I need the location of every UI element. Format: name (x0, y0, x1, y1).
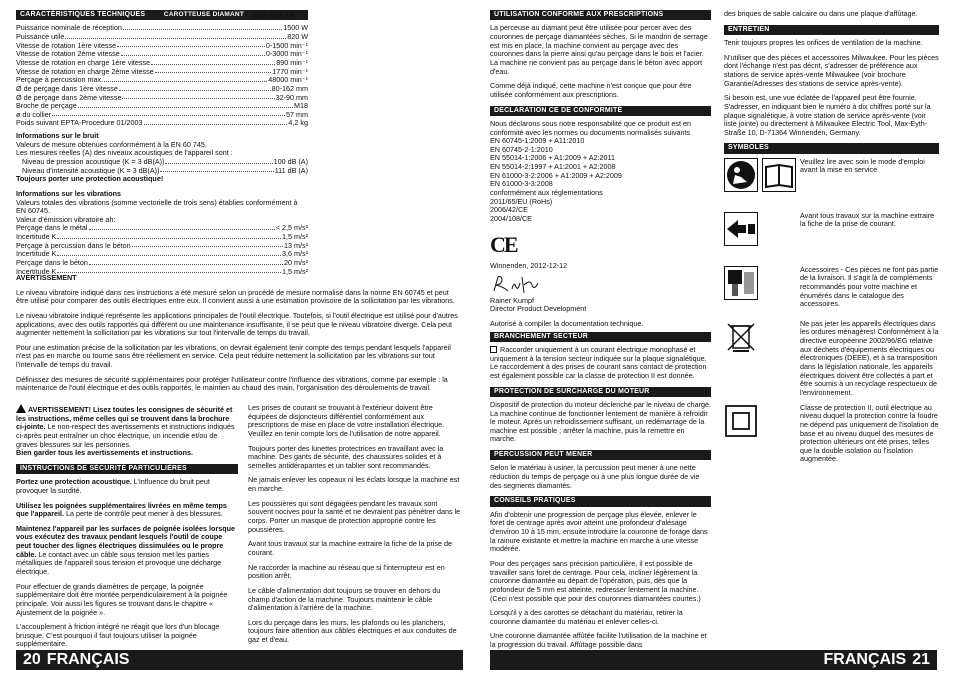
vibration-row-leader (89, 224, 275, 230)
safety-item (16, 623, 238, 649)
maintenance-para: N'utiliser que des pièces et accessoires Milwaukee. Pour les pièces dont l'échange n'est pas décrit, s'adresser de préférence aux stations de service après-vente Milwaukee (voir brochure Garantie/Adresses des stations de service après-vente). (724, 52, 939, 88)
spec-row (16, 94, 308, 103)
vibration-row-label: Incertitude K (16, 233, 57, 242)
symbol-text: Avant tous travaux sur la machine extraire la fiche de la prise de courant. (800, 210, 935, 229)
vibration-row (16, 250, 308, 259)
model-number: DD2-160 XE (252, 11, 295, 20)
spec-row (16, 102, 308, 111)
vibration-section (16, 190, 308, 276)
vibration-line1: Valeurs totales des vibrations (somme vectorielle de trois sens) établies conformément à EN 60745. (16, 197, 298, 216)
avertissement-para: Définissez des mesures de sécurité supplémentaires pour protéger l'utilisateur contre l'influence des vibrations, comme par exemple : la maintenance de l'outil électrique et des outils rapportés, le maintien au chaud des main, l'organisation des déroulements de travail. (16, 374, 448, 393)
symbol-row (724, 404, 939, 464)
symbols-list (724, 158, 939, 464)
usage-para: Comme déjà indiqué, cette machine n'est conçue que pour être utilisée conformément aux prescriptions. (490, 81, 692, 99)
warning-bold2: Bien garder tous les avertissements et instructions. (16, 448, 193, 458)
spec-row-value: 1770 min⁻¹ (272, 67, 308, 76)
symbol-row (724, 266, 939, 314)
vibration-row-leader (57, 268, 281, 274)
warning-bold1: AVERTISSEMENT! Lisez toutes les consignes de sécurité et les instructions, même celles qui se trouvent dans la brochure ci-jointe. (16, 405, 233, 432)
left-col-b-paras (248, 404, 463, 645)
spec-row-label: Puissance utile (16, 33, 65, 42)
noise-rows (16, 158, 308, 175)
spec-row-leader (121, 50, 265, 56)
spec-row-leader (119, 85, 271, 91)
warning-box (16, 404, 238, 458)
standard-item: 2006/42/CE (490, 205, 528, 215)
symbol-text: Veuillez lire avec soin le mode d'emploi avant la mise en service (800, 156, 925, 175)
spec-row-leader (104, 76, 267, 82)
spec-row-label: Vitesse de rotation 1ère vitesse (16, 41, 117, 50)
standards-list (490, 137, 711, 223)
usage-paras (490, 24, 711, 99)
safety-item (16, 525, 238, 577)
percussion-text: Selon le matériau à usiner, la percussion peut mener à une nette réduction du temps de perçage ou à une plus longue durée de vie des segments diamantés. (490, 463, 700, 490)
class-ii-icon (724, 404, 800, 452)
spec-row-label: Ø de perçage dans 1ère vitesse (16, 84, 118, 93)
spec-row-label: Broche de perçage (16, 102, 77, 111)
safety-para: Lors du perçage dans les murs, les plafonds ou les planchers, toujours faire attention aux câbles électriques et aux conduites de gaz et d'eau. (248, 617, 457, 645)
standard-item: conformément aux réglementations (490, 188, 603, 198)
safety-item-bold: Utilisez les poignées supplémentaires livrées en même temps que l'appareil. (16, 500, 227, 519)
spec-row-label: Vitesse de rotation en charge 2ème vitesse (16, 67, 154, 76)
spec-row-leader (117, 42, 265, 48)
conformity-intro: Nous déclarons sous notre responsabilité que ce produit est en conformité avec les normes ou documents normalisés suivants (490, 118, 691, 137)
footer-left (16, 650, 463, 670)
symbol-text: Classe de protection II, outil électrique au niveau duquel la protection contre la foudre ne dépend pas uniquement de l'isolation de base et au niveau duquel des mesures de protection ultérieurs ont été prises, telles que la double isolation ou l'isolation augmentée. (800, 402, 939, 464)
overload-header: PROTECTION DE SURCHARGE DU MOTEUR (490, 387, 711, 397)
noise-row-leader (160, 167, 273, 173)
safety-header: INSTRUCTIONS DE SÉCURITÉ PARTICULIÈRES (16, 464, 238, 474)
tips-para: Pour des perçages sans précision particulière, il est possible de travailler sans foret de centrage. Pour cela, incliner légèrement la couronne diamantée au départ de l'opération, puis, dès que la profondeur de 5 mm est atteinte, redresser lentement la machine. (Ceci n'est possible que pour des couronnes diamantées courtes.) (490, 559, 701, 603)
tech-specs-section (16, 10, 308, 276)
vibration-row-leader (57, 233, 281, 239)
ce-mark: CE (490, 231, 517, 257)
vibration-row (16, 233, 308, 242)
maintenance-para: Tenir toujours propres les orifices de ventilation de la machine. (724, 38, 923, 48)
safety-items (16, 478, 238, 649)
signer-role: Director Product Development (490, 304, 587, 314)
maintenance-para: Si besoin est, une vue éclatée de l'appareil peut être fournie. S'adresser, en indiquant bien le numéro à dix chiffres porté sur la plaque signalétique, à votre station de service après-vente (voir liste jointe) ou directement à Milwaukee Electric Tool, Max-Eyth-Straße 10, D-71364 Winnenden, Germany. (724, 93, 931, 137)
spec-row (16, 33, 308, 42)
vibration-row-label: Perçage à percussion dans le béton (16, 241, 131, 250)
vibration-row-value: 20 m/s² (284, 259, 308, 268)
safety-para: Le câble d'alimentation doit toujours se trouver en dehors du champ d'action de la machine. Toujours maintenir le câble d'alimentation à l'arrière de la machine. (248, 585, 441, 613)
spec-row-label: Vitesse de rotation en charge 1ère vitesse (16, 58, 151, 67)
product-name: CAROTTEUSE DIAMANT (163, 11, 244, 19)
spec-row (16, 50, 308, 59)
noise-row-label: Niveau d'intensité acoustique (K = 3 dB(A)) (22, 166, 160, 175)
page-number-right: 21 (912, 651, 930, 669)
tips-para: Afin d'obtenir une progression de perçage plus élevée, enlever le foret de centrage après avoir atteint une profondeur d'alésage d'environ 10 à 15 mm, ensuite introduire la couronne de forage dans la rainure existante et mettre la machine en marche à une vitesse modérée. (490, 509, 708, 554)
safety-item (16, 478, 238, 495)
language-left: FRANÇAIS (46, 651, 130, 669)
left-col-a (16, 404, 238, 655)
vibration-row (16, 242, 308, 251)
overload-text: Dispositif de protection du moteur déclenché par le niveau de charge. La machine continue de fonctionner lentement de manière à refroidir le moteur. Après un refroidissement suffisant, un redémarrage de la machine est possible ; arrêter la machine, puis la remettre en marche. (490, 399, 711, 444)
standard-item: EN 60745-1:2009 + A11:2010 (490, 136, 585, 146)
avertissement-para: Le niveau vibratoire indiqué dans ces instructions a été mesuré selon un procédé de mesure normalisé dans la norme EN 60745 et peut être utilisé pour comparer des outils électriques entre eux. Il convient aussi à une estimation provisoire de la sollicitation par les vibrations. (16, 287, 455, 306)
standard-item: EN 60745-2-1:2010 (490, 144, 553, 154)
spec-row-leader (151, 59, 275, 65)
avertissement-paras (16, 289, 463, 393)
tech-specs-title: CARACTÉRISTIQUES TECHNIQUES (20, 11, 146, 18)
noise-row (22, 158, 308, 167)
right-col-a (490, 10, 711, 656)
usage-header: UTILISATION CONFORME AUX PRESCRIPTIONS (490, 10, 711, 20)
noise-line1: Valeurs de mesure obtenues conformément à la EN 60 745. (16, 139, 207, 149)
spec-row-value: 1500 W (283, 24, 308, 33)
standard-item: EN 61000-3-3:2008 (490, 179, 553, 189)
vibration-row-value: < 2,5 m/s² (275, 224, 308, 233)
vibration-row-leader (132, 242, 283, 248)
vibration-row (16, 224, 308, 233)
vibration-line2: Valeur d'émission vibratoire ah: (16, 214, 116, 224)
symbol-row (724, 158, 939, 206)
noise-row-label: Niveau de pression acoustique (K = 3 dB(A)) (22, 158, 165, 166)
maintenance-header: ENTRETIEN (724, 25, 939, 35)
mains-text: Raccorder uniquement à un courant électrique monophasé et uniquement à la tension secteur indiquée sur la plaque signalétique. Le raccordement à des prises de courant sans contact de protection est également possible car la classe de protection II est donnée. (490, 344, 707, 380)
standard-item: 2011/65/EU (RoHs) (490, 196, 553, 206)
left-col-b (248, 404, 463, 651)
right-col-b (724, 10, 939, 470)
safety-item-text: Le contact avec un câble sous tension met les parties métalliques de l'appareil sous tension et provoque une décharge électrique. (16, 549, 222, 576)
spec-row-leader (155, 68, 272, 74)
vibration-rows (16, 224, 308, 276)
conformity-header: DECLARATION CE DE CONFORMITÉ (490, 106, 711, 116)
avertissement-title: AVERTISSEMENT (16, 273, 77, 282)
place-date: Winnenden, 2012-12-12 (490, 260, 568, 270)
safety-item-text: L'accouplement à friction intégré ne réagit que lors d'un blocage brusque. C'est pourquoi il faut toujours utiliser la poignée supplémentaire. (16, 622, 220, 649)
vibration-row-leader (89, 259, 283, 265)
vibration-row-value: 3,6 m/s² (282, 250, 308, 259)
spec-row (16, 24, 308, 33)
page-number-left: 20 (23, 651, 41, 669)
spec-row-label: Puissance nominale de réception (16, 24, 122, 33)
spec-row-label: Perçage à percussion max. (16, 76, 104, 85)
spec-row-leader (65, 33, 286, 39)
spec-row (16, 119, 308, 128)
vibration-row-value: 1,5 m/s² (282, 233, 308, 242)
spec-row-leader (144, 119, 288, 125)
noise-row-value: 100 dB (A) (273, 158, 308, 166)
spec-row-value: 0-1500 min⁻¹ (265, 41, 308, 50)
spec-row (16, 68, 308, 77)
tips-header: CONSEILS PRATIQUES (490, 496, 711, 506)
spec-row-value: 890 min⁻¹ (276, 58, 308, 67)
symbol-row (724, 320, 939, 398)
weee-bin-icon (724, 320, 800, 368)
spec-row-leader (122, 94, 274, 100)
spec-row-label: Vitesse de rotation 2ème vitesse (16, 50, 120, 59)
signature (490, 273, 711, 295)
vibration-row-label: Perçage dans le métal (16, 224, 88, 233)
vibration-row-value: 13 m/s² (284, 241, 308, 250)
signer-name: Rainer Kumpf (490, 295, 534, 305)
symbol-text: Ne pas jeter les appareils électriques dans les ordures ménagères! Conformément à la directive européenne 2002/96/EG relative aux déchets d'équipements électriques ou électroniques (DEEE), et à sa transposition dans la législation nationale, les appareils électriques doivent être collectés à part et être soumis à un recyclage respectueux de l'environnement. (800, 318, 939, 397)
read-manual-icon (724, 158, 800, 206)
safety-item-text: L'influence du bruit peut provoquer la surdité. (16, 477, 210, 495)
noise-warning: Toujours porter une protection acoustique! (16, 174, 164, 184)
spec-row-label: ø du collier (16, 110, 52, 119)
safety-item (16, 502, 238, 519)
noise-row-value: 111 dB (A) (274, 166, 308, 175)
safety-item-text: La perte de contrôle peut mener à des blessures. (64, 509, 223, 519)
col2-top-text: des briques de sable calcaire ou dans une plaque d'affûtage. (724, 9, 918, 18)
spec-row-leader (78, 102, 293, 108)
standard-item: EN 61000-3-2:2006 + A1:2009 + A2:2009 (490, 170, 622, 180)
spec-row-label: Ø de perçage dans 2ème vitesse (16, 93, 122, 102)
vibration-row (16, 259, 308, 268)
spec-row-value: M18 (294, 102, 308, 111)
standard-item: EN 55014-1:2006 + A1:2009 + A2:2011 (490, 153, 615, 163)
spec-row-label: Poids suivant EPTA-Procedure 01/2003 (16, 119, 143, 128)
accessory-icon (724, 266, 800, 314)
avertissement-para: Pour une estimation précise de la sollicitation par les vibrations, on devrait également tenir compte des temps pendant lesquels l'appareil n'est pas en marche ou tourne sans être réellement en service. Cela peut réduire nettement la sollicitation par les vibrations sur tout l'intervalle de temps du travail. (16, 342, 451, 370)
noise-section (16, 132, 308, 184)
standard-item: EN 55014-2:1997 + A1:2001 + A2:2008 (490, 162, 616, 172)
spec-row-value: 4,2 kg (288, 119, 308, 128)
spec-row-value: 80-162 mm (271, 84, 308, 93)
spec-row-value: 32-90 mm (275, 93, 308, 102)
vibration-row-value: 1,5 m/s² (282, 267, 308, 276)
symbol-row (724, 212, 939, 260)
authorized-text: Autorisé à compiler la documentation technique. (490, 318, 644, 328)
percussion-header: PERCUSSION PEUT MENER (490, 450, 711, 460)
vibration-row-label: Incertitude K (16, 267, 57, 276)
spec-row-value: 57 mm (286, 110, 308, 119)
vibration-row-label: Perçage dans le béton (16, 259, 88, 268)
mains-header: BRANCHEMENT SECTEUR (490, 332, 711, 342)
safety-para: Ne jamais enlever les copeaux ni les éclats lorsque la machine est en marche. (248, 475, 460, 494)
noise-line2: Les mesures réelles (A) des niveaux acoustiques de l'appareil sont : (16, 148, 233, 158)
specs-list (16, 24, 308, 128)
tips-para: Lorsqu'il y a des carottes se détachant du matériau, retirer la couronne diamantée du matériau et enlever celles-ci. (490, 608, 683, 626)
safety-para: Les poussières qui sont dégagées pendant les travaux sont souvent nocives pour la santé et ne devraient pas pénétrer dans le corps. Porter un masque de protection approprié contre les poussières. (248, 498, 461, 534)
safety-item-bold: Maintenez l'appareil par les surfaces de poignée isolées lorsque vous exécutez des travaux pendant lesquels l'outil de coupe peut toucher des lignes électriques dissimulées ou le propre câble. (16, 523, 236, 559)
avertissement-section (16, 274, 463, 399)
spec-row-value: 48000 min⁻¹ (268, 76, 308, 85)
safety-para: Les prises de courant se trouvant à l'extérieur doivent être équipées de disjoncteurs différentiel conformément aux prescriptions de mise en place de votre installation électrique. Veuillez en tenir compte lors de l'utilisation de notre appareil. (248, 403, 445, 438)
footer-right (490, 650, 937, 670)
spec-row-leader (123, 24, 282, 30)
maintenance-paras (724, 39, 939, 137)
spec-row (16, 111, 308, 120)
standard-item: 2004/108/CE (490, 213, 532, 223)
vibration-row-leader (57, 250, 281, 256)
symbol-text: Accessoires - Ces pièces ne font pas partie de la livraison. Il s'agit là de compléments recommandés pour votre machine et énumérés dans le catalogue des accessoires. (800, 264, 939, 309)
language-right: FRANÇAIS (823, 651, 907, 669)
spec-row-value: 0-3000 min⁻¹ (265, 50, 308, 59)
safety-item (16, 583, 238, 618)
safety-para: Ne raccorder la machine au réseau que si l'interrupteur est en position arrêt. (248, 562, 445, 581)
noise-title: Informations sur le bruit (16, 131, 99, 141)
tips-para: Une couronne diamantée affûtée facilite l'utilisation de la machine et la progression du travail. Affûtage possible dans (490, 631, 707, 650)
vibration-title: Informations sur les vibrations (16, 188, 122, 198)
spec-row (16, 76, 308, 85)
spec-row (16, 42, 308, 51)
tips-paras (490, 511, 711, 650)
spec-row (16, 85, 308, 94)
safety-item-text: Pour effectuer de grands diamètres de perçage, la poignée supplémentaire doit être montée perpendiculairement à la poignée principale. Voir aussi les figures se trouvant dans le chapitre « Ajustement de la poignée ». (16, 581, 228, 617)
class-ii-small-icon (490, 346, 497, 353)
spec-row (16, 59, 308, 68)
safety-item-bold: Portez une protection acoustique. (16, 477, 132, 487)
usage-para: La perceuse au diamant peut être utilisée pour percer avec des couronnes de perçage diamantées sèches. Si le mandrin de serrage est mis en place, la machine convient au perçage avec des couronnes dans la pierre ainsi qu'au perçage dans le bois et l'acier. La machine ne convient pas au perçage dans le béton avec apport d'eau. (490, 23, 708, 76)
spec-row-value: 820 W (287, 33, 308, 42)
symbols-header: SYMBOLES (724, 143, 939, 153)
warning-normal: Le non-respect des avertissements et instructions indiqués ci-après peut entraîner un choc électrique, un incendie et/ou de graves blessures sur les personnes. (16, 422, 235, 449)
unplug-icon (724, 212, 800, 260)
safety-para: Avant tous travaux sur la machine extraire la fiche de la prise de courant. (248, 539, 453, 557)
vibration-row-label: Incertitude K (16, 250, 57, 259)
spec-row-leader (52, 111, 285, 117)
right-page (477, 0, 954, 677)
warning-triangle-icon (16, 404, 26, 413)
safety-para: Toujours porter des lunettes protectrices en travaillant avec la machine. Des gants de sécurité, des chaussures solides et à semelles antidérapantes et un tablier sont recommandés. (248, 443, 444, 470)
avertissement-para: Le niveau vibratoire indiqué représente les applications principales de l'outil électrique. Toutefois, si l'outil électrique est utilisé pour d'autres applications, avec des outils rapportés qui diffèrent ou une maintenance insuffisante, il se peut que le niveau vibratoire diverge. Cela peut augmenter nettement la sollicitation par les vibrations sur tout l'intervalle de temps du travail. (16, 310, 458, 338)
noise-row-leader (165, 158, 272, 164)
